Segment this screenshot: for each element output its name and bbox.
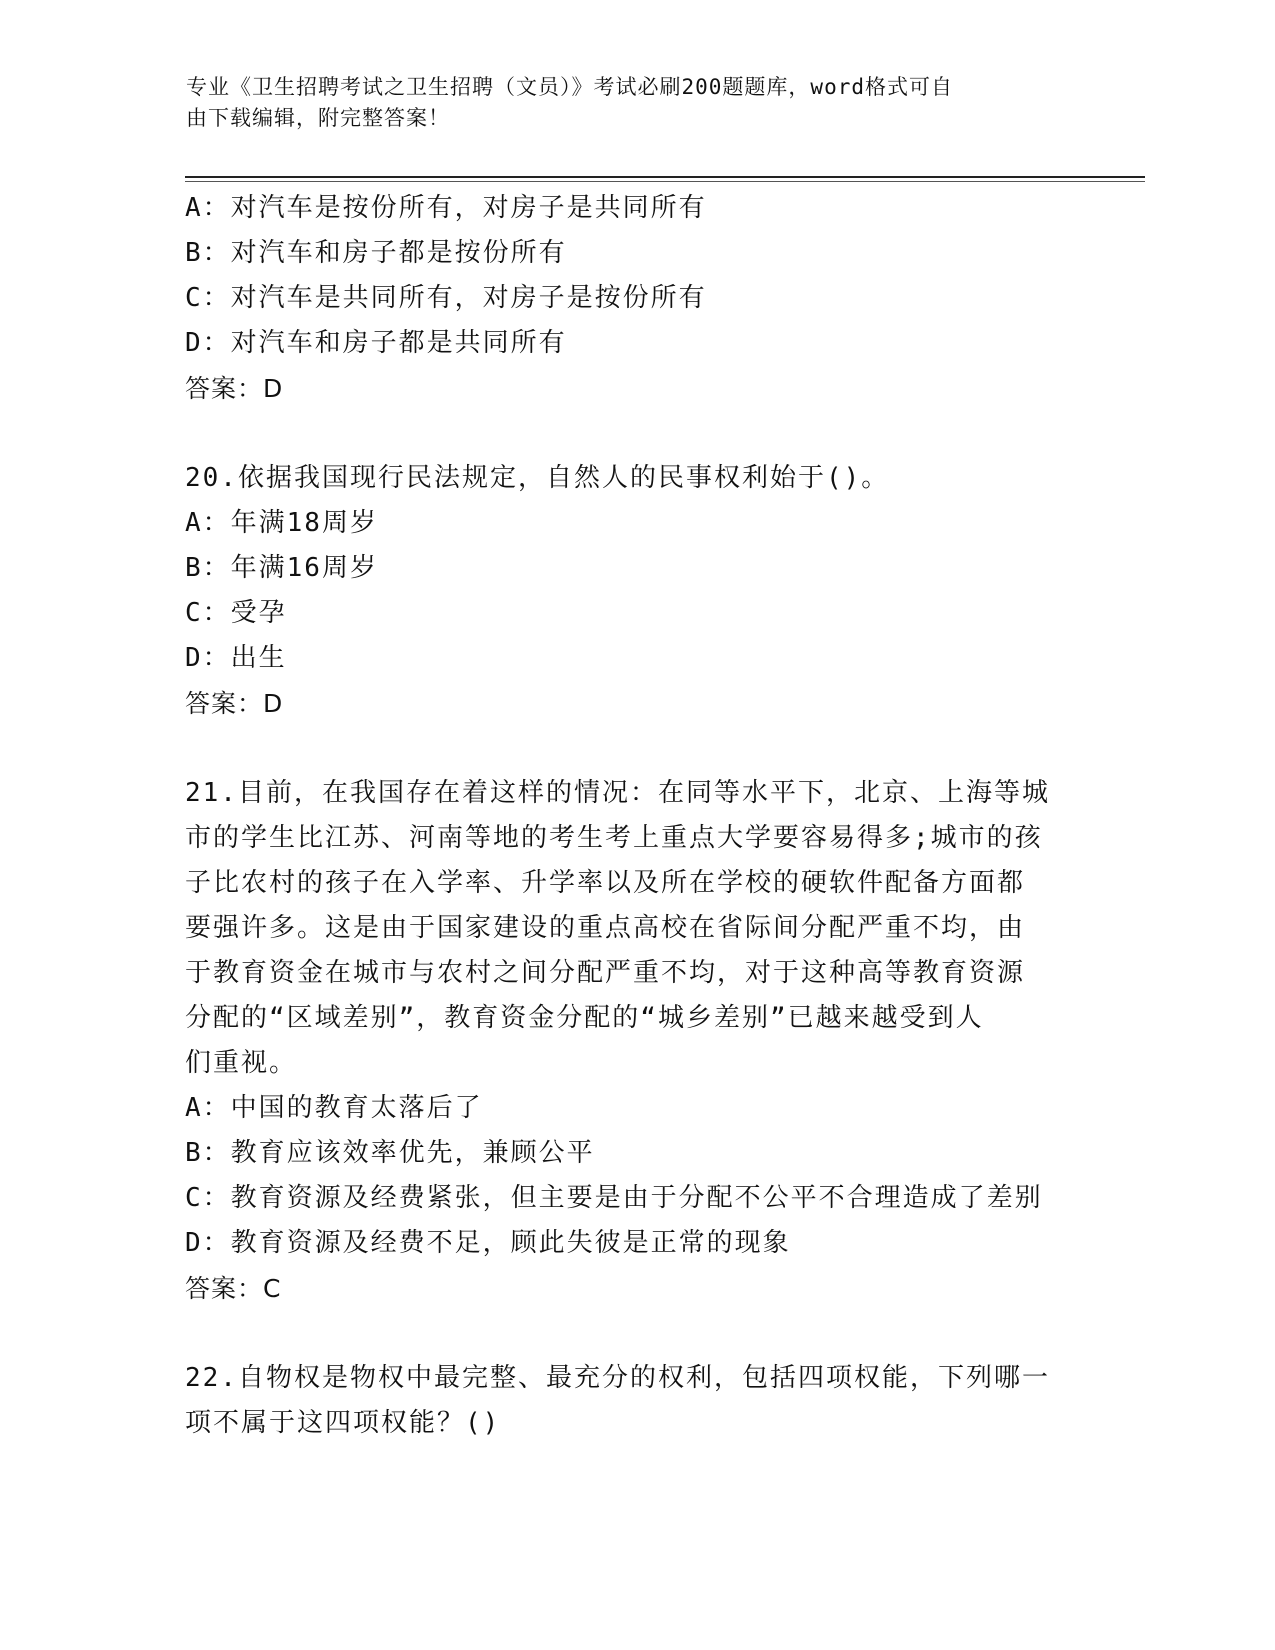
question-20 [185, 456, 1065, 726]
option-c: C：受孕 [185, 598, 287, 628]
question-21 [185, 771, 1065, 1311]
document-header [186, 72, 1066, 134]
answer: 答案：C [185, 1274, 282, 1303]
question-stem: 20.依据我国现行民法规定，自然人的民事权利始于()。 [185, 463, 890, 493]
option-b: B：年满16周岁 [185, 553, 378, 583]
option-a: A：对汽车是按份所有，对房子是共同所有 [185, 193, 707, 223]
option-d: D：教育资源及经费不足，顾此失彼是正常的现象 [185, 1228, 791, 1258]
spacer [185, 726, 1065, 771]
question-stem-line: 市的学生比江苏、河南等地的考生考上重点大学要容易得多;城市的孩 [185, 823, 1043, 853]
header-divider-thin [185, 181, 1145, 182]
option-c: C：教育资源及经费紧张，但主要是由于分配不公平不合理造成了差别 [185, 1183, 1043, 1213]
question-19 [185, 186, 1065, 411]
question-stem-line: 于教育资金在城市与农村之间分配严重不均，对于这种高等教育资源 [185, 958, 1026, 988]
spacer [185, 411, 1065, 456]
header-line-2: 由下载编辑，附完整答案！ [186, 106, 450, 130]
question-stem-line: 22.自物权是物权中最完整、最充分的权利，包括四项权能，下列哪一 [185, 1363, 1050, 1393]
option-a: A：年满18周岁 [185, 508, 378, 538]
option-b: B：教育应该效率优先，兼顾公平 [185, 1138, 595, 1168]
question-stem-line: 子比农村的孩子在入学率、升学率以及所在学校的硬软件配备方面都 [185, 868, 1026, 898]
question-stem-line: 分配的“区域差别”，教育资金分配的“城乡差别”已越来越受到人 [185, 1003, 984, 1033]
option-b: B：对汽车和房子都是按份所有 [185, 238, 567, 268]
answer: 答案：D [185, 689, 284, 718]
question-content [185, 186, 1065, 1446]
option-a: A：中国的教育太落后了 [185, 1093, 483, 1123]
question-stem-line: 们重视。 [185, 1048, 298, 1078]
question-stem-line: 21.目前，在我国存在着这样的情况：在同等水平下，北京、上海等城 [185, 778, 1050, 808]
answer: 答案：D [185, 374, 284, 403]
question-stem-line: 项不属于这四项权能？() [185, 1408, 501, 1438]
header-line-1: 专业《卫生招聘考试之卫生招聘（文员）》考试必刷200题题库，word格式可自 [186, 75, 953, 99]
question-22 [185, 1356, 1065, 1446]
spacer [185, 1311, 1065, 1356]
option-c: C：对汽车是共同所有，对房子是按份所有 [185, 283, 707, 313]
header-divider-thick [185, 176, 1145, 178]
question-stem-line: 要强许多。这是由于国家建设的重点高校在省际间分配严重不均，由 [185, 913, 1026, 943]
option-d: D：出生 [185, 643, 287, 673]
option-d: D：对汽车和房子都是共同所有 [185, 328, 567, 358]
